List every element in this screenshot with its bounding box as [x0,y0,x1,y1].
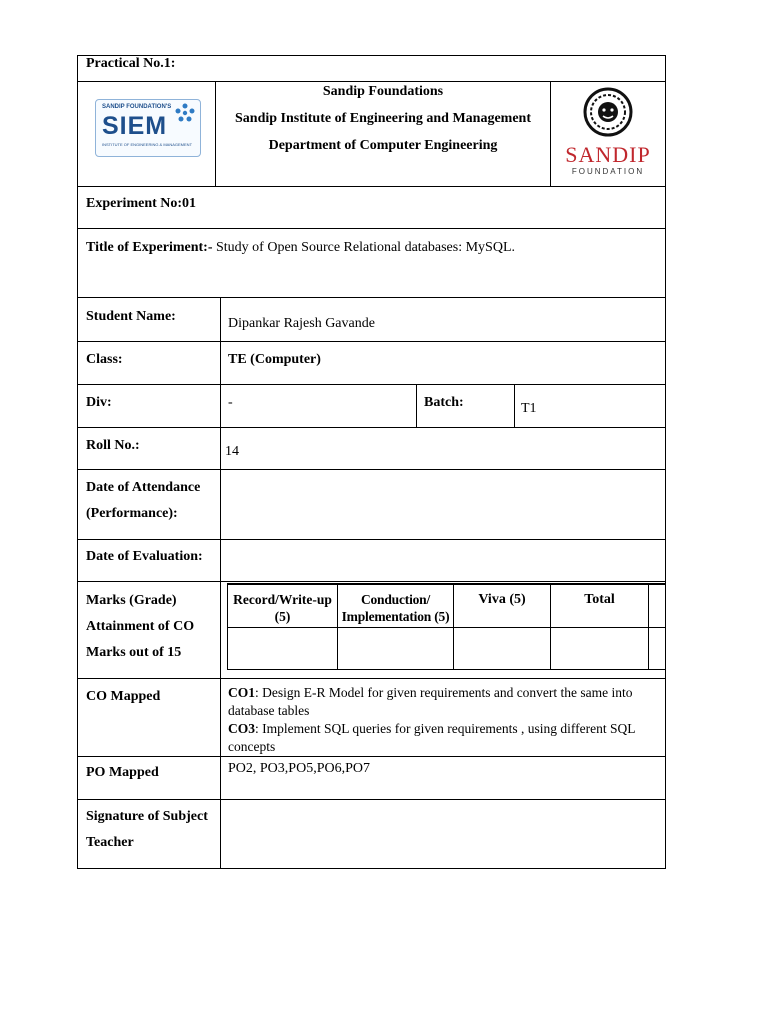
lion-emblem-icon [583,87,633,137]
student-name-value: Dipankar Rajesh Gavande [228,316,375,331]
co1-key: CO1 [228,685,255,700]
sandip-foundation-logo [551,82,665,186]
marks-header-total: Total [584,592,615,607]
marks-header-conduction [338,592,453,625]
title-value: Study of Open Source Relational databases: MySQL. [212,240,516,255]
co3-text: : Implement SQL queries for given requirements , using different SQL concepts [228,721,636,754]
roll-number-value: 14 [225,444,239,459]
co1-text: : Design E-R Model for given requirements and convert the same into database tables [228,685,633,718]
co3-item [228,720,664,756]
signature-label-line1: Signature of Subject [86,809,208,824]
evaluation-label: Date of Evaluation: [86,549,203,564]
marks-label-line2: Attainment of CO [86,619,195,634]
sandip-logo-name: SANDIP [565,142,651,167]
attendance-label-line2: (Performance): [86,506,178,521]
siem-logo-banner: SANDIP FOUNDATION'S [102,104,172,110]
marks-header-record-line2: (5) [274,609,291,624]
siem-logo [95,99,201,157]
div-value: - [228,395,233,410]
marks-header-conduction-line2: Implementation (5) [341,609,450,624]
marks-header-record [228,592,337,625]
co-mapped-label: CO Mapped [86,689,161,704]
org-name: Sandip Foundations [322,84,444,99]
signature-label-line2: Teacher [86,835,134,850]
co1-item [228,684,664,720]
marks-header-conduction-line1: Conduction/ [360,592,431,607]
co-mapped-text [228,684,664,756]
marks-header-viva: Viva (5) [478,592,526,607]
practical-number: Practical No.1: [86,56,176,71]
institute-name: Sandip Institute of Engineering and Management [235,111,531,126]
sandip-logo-sub: FOUNDATION [571,167,645,176]
batch-label: Batch: [424,395,464,410]
marks-label-line1: Marks (Grade) [86,593,177,608]
div-label: Div: [86,395,112,410]
siem-star-icon [174,102,196,124]
co3-key: CO3 [228,721,255,736]
experiment-title [86,240,515,256]
attendance-label-line1: Date of Attendance [86,480,201,495]
po-mapped-value: PO2, PO3,PO5,PO6,PO7 [228,761,370,776]
class-label: Class: [86,352,123,367]
siem-logo-subtitle: INSTITUTE OF ENGINEERING & MANAGEMENT [102,142,193,147]
batch-value: T1 [521,401,537,416]
po-mapped-label: PO Mapped [86,765,159,780]
student-name-label: Student Name: [86,309,176,324]
marks-label-line3: Marks out of 15 [86,645,182,660]
marks-header-record-line1: Record/Write-up [233,592,332,607]
department-name: Department of Computer Engineering [268,138,498,153]
lab-record-sheet [77,55,666,869]
roll-number-label: Roll No.: [86,438,140,453]
siem-logo-mark: SIEM [102,112,168,140]
experiment-number: Experiment No:01 [86,196,197,211]
class-value: TE (Computer) [228,352,321,367]
title-label: Title of Experiment:- [86,240,213,255]
